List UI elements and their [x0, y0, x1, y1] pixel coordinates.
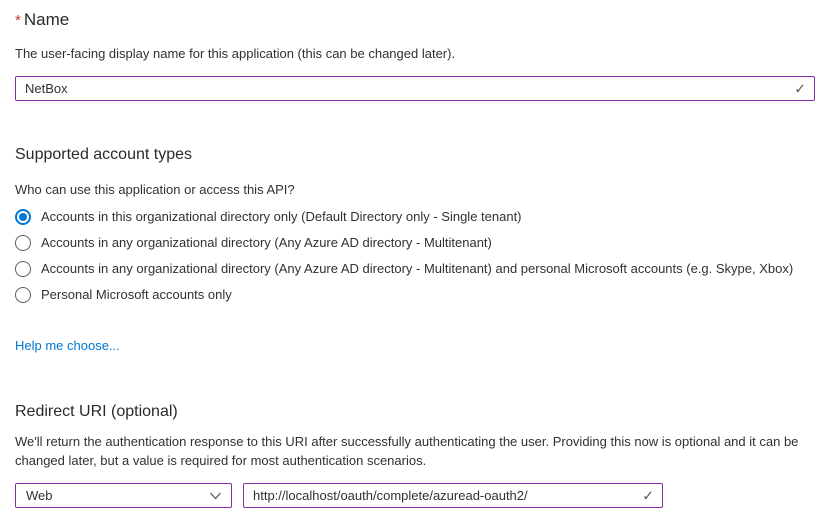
account-types-radio-group: [15, 208, 815, 303]
name-field-title: [15, 9, 815, 32]
radio-option-multitenant[interactable]: [15, 234, 815, 251]
checkmark-icon: ✓: [794, 79, 806, 96]
required-asterisk: *: [15, 12, 21, 29]
radio-option-label: Accounts in any organizational directory (Any Azure AD directory - Multitenant) and personal Microsoft accounts (e.g. Skype, Xbox): [41, 261, 794, 276]
platform-select-value: Web: [26, 488, 53, 503]
radio-option-label: Accounts in this organizational directory only (Default Directory only - Single tenant): [41, 209, 522, 224]
supported-account-types-title: Supported account types: [15, 146, 193, 163]
radio-button-icon[interactable]: [15, 235, 31, 251]
radio-option-label: Accounts in any organizational directory (Any Azure AD directory - Multitenant): [41, 235, 492, 250]
name-input-wrap: [15, 76, 815, 101]
radio-option-label: Personal Microsoft accounts only: [41, 287, 232, 302]
redirect-uri-input[interactable]: [243, 483, 663, 508]
radio-button-icon[interactable]: [15, 209, 31, 225]
radio-button-icon[interactable]: [15, 287, 31, 303]
radio-option-personal-only[interactable]: [15, 286, 815, 303]
name-input[interactable]: [15, 76, 815, 101]
redirect-uri-description: We'll return the authentication response to this URI after successfully authenticating the user. Providing this now is optional and it can be changed later, but a value is required for most authentication scenarios.: [15, 434, 799, 468]
help-me-choose-link[interactable]: Help me choose...: [15, 338, 120, 353]
account-types-question: Who can use this application or access this API?: [15, 182, 295, 197]
redirect-uri-row: [15, 483, 815, 508]
name-field-description: The user-facing display name for this application (this can be changed later).: [15, 46, 456, 61]
redirect-uri-input-wrap: [243, 483, 663, 508]
chevron-down-icon: [209, 489, 222, 502]
radio-button-icon[interactable]: [15, 261, 31, 277]
redirect-uri-title: Redirect URI (optional): [15, 403, 178, 420]
platform-select[interactable]: [15, 483, 232, 508]
radio-option-multitenant-personal[interactable]: [15, 260, 815, 277]
name-field-title-label: Name: [23, 10, 70, 29]
radio-option-single-tenant[interactable]: [15, 208, 815, 225]
checkmark-icon: ✓: [642, 486, 654, 503]
